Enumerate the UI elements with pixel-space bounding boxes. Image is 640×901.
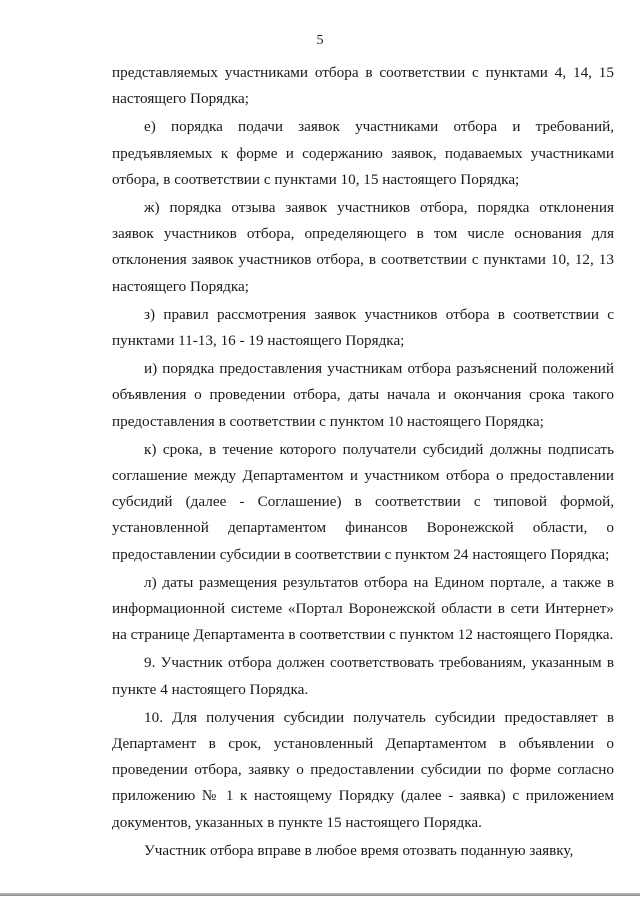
paragraph-item-zh: ж) порядка отзыва заявок участников отбора, порядка отклонения заявок участников отбора, определяющего в том числе основания для отклонения заявок участников отбора, в соответствии с пунктами 10, 12, 13 настоящего Порядка; [112,199,614,295]
page-number: 5 [316,33,324,48]
paragraph-point-10: 10. Для получения субсидии получатель субсидии предоставляет в Департамент в срок, установленный Департаментом в объявлении о проведении отбора, заявку о предоставлении субсидии по форме согласно приложению № 1 к настоящему Порядку (далее - заявка) с приложением документов, указанных в пункте 15 настоящего Порядка. [112,708,614,831]
document-body [112,60,614,866]
paragraph-item-l: л) даты размещения результатов отбора на Едином портале, а также в информационной системе «Портал Воронежской области в сети Интернет» на странице Департамента в соответствии с пунктом 12 настоящего Порядка. [112,573,614,644]
paragraph-item-e: е) порядка подачи заявок участниками отбора и требований, предъявляемых к форме и содержанию заявок, подаваемых участниками отбора, в соответствии с пунктами 10, 15 настоящего Порядка; [112,118,614,188]
paragraph-item-k: к) срока, в течение которого получатели субсидий должны подписать соглашение между Департаментом и участником отбора о предоставлении субсидий (далее - Соглашение) в соответствии с типовой формой, установленной департаментом финансов Воронежской области, о предоставлении субсидии в соответствии с пунктом 24 настоящего Порядка; [112,440,614,563]
paragraph-item-z: з) правил рассмотрения заявок участников отбора в соответствии с пунктами 11-13, 16 - 19 настоящего Порядка; [112,305,614,350]
paragraph-withdrawal: Участник отбора вправе в любое время отозвать поданную заявку, [144,841,574,859]
paragraph-item-i: и) порядка предоставления участникам отбора разъяснений положений объявления о проведении отбора, даты начала и окончания срока такого предоставления в соответствии с пунктом 10 настоящего Порядка; [112,360,614,430]
paragraph-point-9: 9. Участник отбора должен соответствовать требованиям, указанным в пункте 4 настоящего Порядка. [112,654,614,698]
paragraph-continuation: представляемых участниками отбора в соответствии с пунктами 4, 14, 15 настоящего Порядка; [112,64,614,108]
scan-bottom-edge [0,893,640,896]
